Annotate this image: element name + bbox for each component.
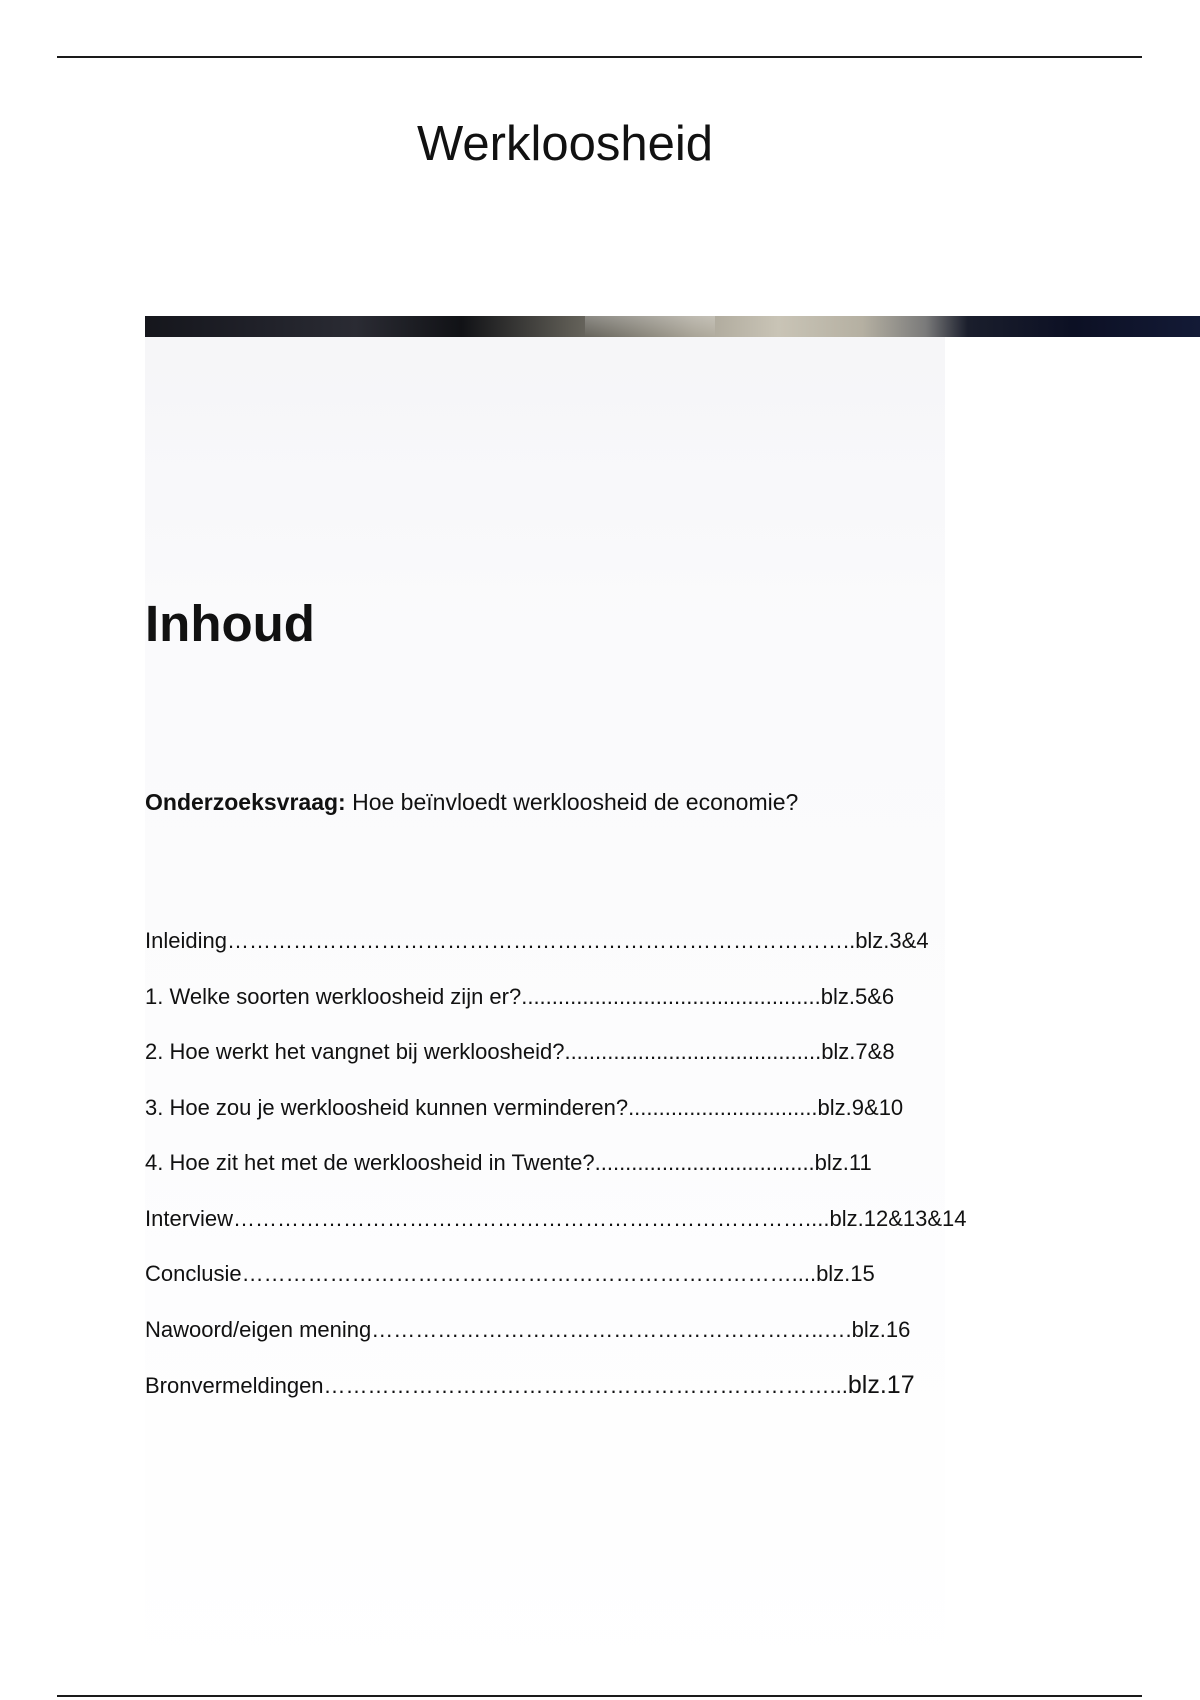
toc-entry: [145, 1037, 1045, 1093]
table-of-contents: [145, 926, 1045, 1426]
toc-entry: [145, 1259, 1045, 1315]
toc-entry: [145, 1204, 1045, 1260]
toc-entry-text: Conclusie…………………………………………………………………....: [145, 1261, 817, 1286]
toc-entry-page: blz.16: [851, 1316, 911, 1342]
toc-entry-text: Interview……………………………………………………………………....: [145, 1205, 830, 1231]
toc-entry: [145, 1148, 1045, 1204]
photo-glare: [585, 316, 715, 337]
toc-entry-text: 3. Hoe zou je werkloosheid kunnen verminderen?...............................: [145, 1094, 818, 1120]
toc-entry-text: Nawoord/eigen mening……………………………………………………..….: [145, 1316, 852, 1342]
top-rule: [57, 56, 1142, 58]
toc-entry: [145, 1370, 1045, 1426]
toc-entry: [145, 1315, 1045, 1371]
research-question-label: Onderzoeksvraag:: [145, 789, 346, 815]
toc-entry: [145, 1093, 1045, 1149]
toc-entry-text: Inleiding…………………………………………………………………………..: [145, 928, 856, 953]
toc-entry-page: blz.9&10: [817, 1094, 904, 1120]
toc-entry-text: 1. Welke soorten werkloosheid zijn er?.................................................: [145, 983, 821, 1009]
toc-entry-text: 4. Hoe zit het met de werkloosheid in Twente?....................................: [145, 1150, 815, 1175]
toc-entry-page: blz.7&8: [821, 1039, 895, 1064]
toc-entry-page: blz.12&13&14: [829, 1205, 967, 1231]
toc-entry-page: blz.5&6: [820, 983, 895, 1009]
research-question-text: Hoe beïnvloedt werkloosheid de economie?: [352, 789, 799, 815]
toc-entry: [145, 982, 1045, 1038]
toc-entry-page: blz.11: [814, 1150, 872, 1175]
document-title: Werkloosheid: [417, 117, 713, 171]
toc-entry-page: blz.17: [847, 1371, 915, 1399]
toc-entry-page: blz.3&4: [855, 928, 929, 953]
toc-entry: [145, 926, 1045, 982]
toc-entry-text: 2. Hoe werkt het vangnet bij werkloosheid?..........................................: [145, 1039, 822, 1064]
research-question: [145, 789, 798, 816]
toc-entry-text: Bronvermeldingen……………………………………………………………...: [145, 1373, 848, 1398]
cover-photo-strip: [145, 316, 1200, 337]
toc-heading: Inhoud: [145, 595, 315, 652]
toc-entry-page: blz.15: [816, 1261, 875, 1286]
bottom-rule: [57, 1695, 1142, 1697]
